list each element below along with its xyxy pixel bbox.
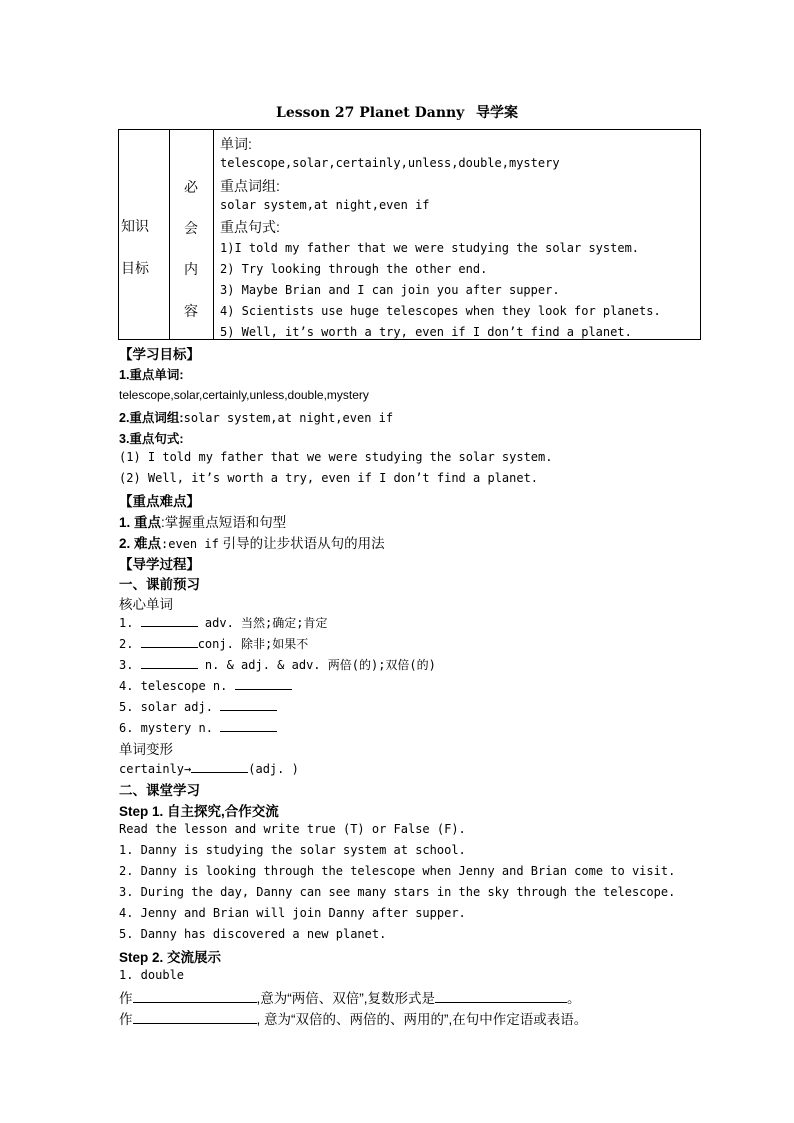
double-fill-2-blank[interactable] <box>133 1011 257 1024</box>
table-row-sentence-5: 5) Well, it’s worth a try, even if I don’t find a planet. <box>220 325 632 339</box>
process-part-1: 一、课前预习 <box>119 577 200 592</box>
goals-sentence-1: (1) I told my father that we were studying the solar system. <box>119 450 553 464</box>
table-row-sentence-1: 1)I told my father that we were studying the solar system. <box>220 241 640 255</box>
difficulty-key-2-label: 2. 难点 <box>119 536 162 551</box>
vocab-item-1-blank[interactable] <box>141 614 198 627</box>
tf-item-1: 1. Danny is studying the solar system at school. <box>119 843 466 857</box>
table-divider-1 <box>169 130 170 339</box>
double-fill-1-prefix: 作 <box>119 991 133 1006</box>
tf-item-3: 3. During the day, Danny can see many stars in the sky through the telescope. <box>119 885 676 899</box>
tf-item-2: 2. Danny is looking through the telescope when Jenny and Brian come to visit. <box>119 864 676 878</box>
double-fill-2 <box>119 1008 587 1028</box>
table-label-zhishi: 知识 <box>121 218 149 234</box>
table-label-hui: 会 <box>184 220 198 236</box>
vocab-item-6 <box>119 719 277 735</box>
double-fill-1-blank-b[interactable] <box>435 990 567 1003</box>
title-suffix: 导学案 <box>475 105 518 121</box>
tf-item-4: 4. Jenny and Brian will join Danny after supper. <box>119 906 466 920</box>
word-transform-blank[interactable] <box>191 760 248 773</box>
difficulty-key-1-label: 1. 重点 <box>119 515 162 530</box>
difficulty-key-2-text: 引导的让步状语从句的用法 <box>222 536 385 551</box>
vocab-item-4-blank[interactable] <box>235 677 292 690</box>
vocab-item-2-blank[interactable] <box>141 635 198 648</box>
goals-words-label: 1.重点单词: <box>119 368 184 382</box>
title-lesson: Lesson 27 Planet Danny <box>276 105 465 121</box>
vocab-item-2-text: conj. 除非;如果不 <box>197 637 309 651</box>
table-row-sentence-4: 4) Scientists use huge telescopes when they look for planets. <box>220 304 661 318</box>
vocab-item-6-blank[interactable] <box>220 719 277 732</box>
difficulty-key-2 <box>119 532 385 552</box>
difficulty-key-1 <box>119 511 286 531</box>
table-label-mubiao: 目标 <box>121 260 149 276</box>
goals-header: 【学习目标】 <box>119 347 200 362</box>
difficulty-key-2-even-if: :even if <box>161 537 219 551</box>
word-transform-hint: (adj. ) <box>248 762 299 776</box>
table-divider-2 <box>213 130 214 339</box>
step-2-heading: Step 2. 交流展示 <box>119 950 222 965</box>
vocab-item-3-text: n. & adj. & adv. 两倍(的);双倍(的) <box>204 658 436 672</box>
table-row-phrases: solar system,at night,even if <box>220 198 430 212</box>
goals-phrases: solar system,at night,even if <box>183 411 394 425</box>
vocab-item-5-blank[interactable] <box>220 698 277 711</box>
vocab-item-3-blank[interactable] <box>141 656 198 669</box>
goals-phrases-label: 2.重点词组: <box>119 411 184 425</box>
vocab-item-3-number: 3. <box>119 658 134 672</box>
table-row-words-label: 单词: <box>220 136 252 152</box>
vocab-item-1-text: adv. 当然;确定;肯定 <box>204 616 328 630</box>
double-fill-1-end: 。 <box>567 991 581 1006</box>
tf-item-5: 5. Danny has discovered a new planet. <box>119 927 387 941</box>
vocab-item-5-text: 5. solar adj. <box>119 700 213 714</box>
goals-sentences-label: 3.重点句式: <box>119 432 184 446</box>
double-fill-1-blank-a[interactable] <box>133 990 257 1003</box>
double-fill-2-prefix: 作 <box>119 1012 133 1027</box>
goals-sentence-2: (2) Well, it’s worth a try, even if I don’t find a planet. <box>119 471 539 485</box>
double-fill-1 <box>119 987 581 1007</box>
vocab-item-6-text: 6. mystery n. <box>119 721 213 735</box>
table-label-rong: 容 <box>184 303 198 319</box>
process-part-2: 二、课堂学习 <box>119 783 200 798</box>
word-transform-heading: 单词变形 <box>119 742 173 757</box>
vocab-item-1 <box>119 614 328 631</box>
double-item: 1. double <box>119 968 185 982</box>
goals-phrases-line <box>119 408 393 426</box>
table-row-words: telescope,solar,certainly,unless,double,mystery <box>220 156 560 170</box>
table-row-sentences-label: 重点句式: <box>220 219 280 235</box>
vocab-item-2 <box>119 635 308 652</box>
difficulty-key-1-text: :掌握重点短语和句型 <box>161 515 287 530</box>
vocab-item-4 <box>119 677 292 693</box>
table-row-phrases-label: 重点词组: <box>220 178 280 194</box>
double-fill-1-text: ,意为“两倍、双倍”,复数形式是 <box>256 991 435 1006</box>
tf-instruction: Read the lesson and write true (T) or False (F). <box>119 822 466 836</box>
double-fill-2-text: , 意为“双倍的、两倍的、两用的”,在句中作定语或表语。 <box>256 1012 588 1027</box>
vocab-item-4-text: 4. telescope n. <box>119 679 228 693</box>
page-title <box>0 102 794 122</box>
word-transform-item <box>119 760 299 776</box>
table-label-bi: 必 <box>184 179 198 195</box>
difficulty-header: 【重点难点】 <box>119 494 200 509</box>
step-1-heading: Step 1. 自主探究,合作交流 <box>119 804 279 819</box>
vocab-item-5 <box>119 698 277 714</box>
goals-words: telescope,solar,certainly,unless,double,mystery <box>119 388 369 402</box>
table-row-sentence-2: 2) Try looking through the other end. <box>220 262 488 276</box>
word-transform-source: certainly→ <box>119 762 192 776</box>
core-words-heading: 核心单词 <box>119 597 173 612</box>
vocab-item-2-number: 2. <box>119 637 134 651</box>
process-header: 【导学过程】 <box>119 557 200 572</box>
vocab-item-1-number: 1. <box>119 616 134 630</box>
vocab-item-3 <box>119 656 436 673</box>
table-row-sentence-3: 3) Maybe Brian and I can join you after supper. <box>220 283 560 297</box>
objectives-table <box>118 129 701 340</box>
table-label-nei: 内 <box>184 261 198 277</box>
